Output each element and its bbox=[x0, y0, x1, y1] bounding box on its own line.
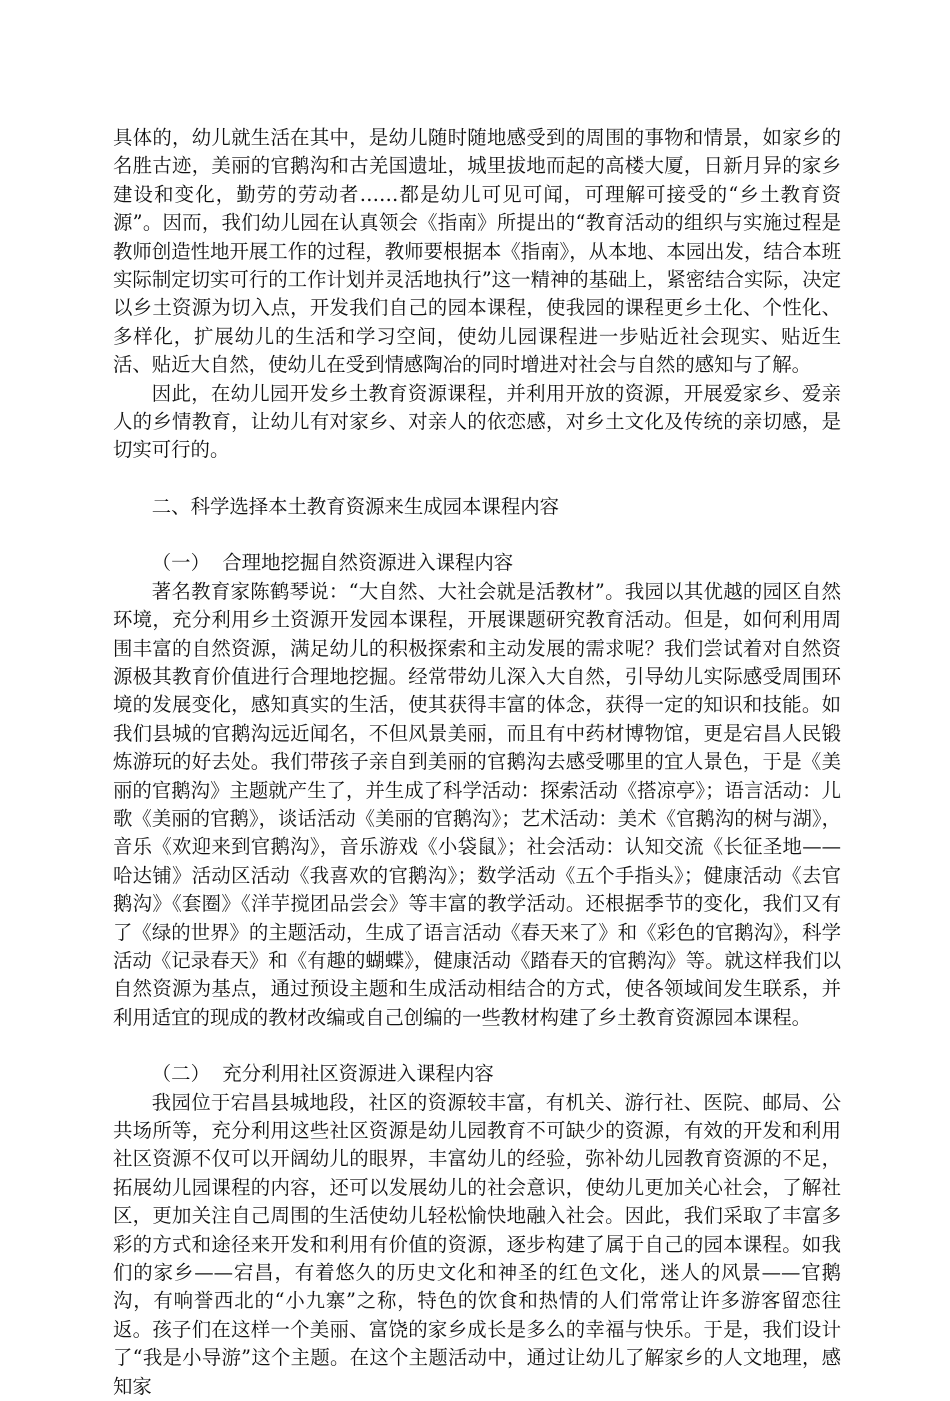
section-spacer bbox=[113, 465, 841, 493]
subsection-1-body: 著名教育家陈鹤琴说：“大自然、大社会就是活教材”。我园以其优越的园区自然环境，充分利用乡土资源开发园本课程，开展课题研究教育活动。但是，如何利用周围丰富的自然资源，满足幼儿的积极探索和主动发展的需求呢？我们尝试着对自然资源极其教育价值进行合理地挖掘。经常带幼儿深入大自然，引导幼儿实际感受周围环境的发展变化，感知真实的生活，使其获得丰富的体念，获得一定的知识和技能。如我们县城的官鹅沟远近闻名，不但风景美丽，而且有中药材博物馆，更是宕昌人民锻炼游玩的好去处。我们带孩子亲自到美丽的官鹅沟去感受哪里的宜人景色，于是《美丽的官鹅沟》主题就产生了，并生成了科学活动：探索活动《搭凉亭》；语言活动：儿歌《美丽的官鹅》，谈话活动《美丽的官鹅沟》；艺术活动：美术《官鹅沟的树与湖》，音乐《欢迎来到官鹅沟》，音乐游戏《小袋鼠》；社会活动：认知交流《长征圣地——哈达铺》活动区活动《我喜欢的官鹅沟》；数学活动《五个手指头》；健康活动《去官鹅沟》《套圈》《洋芋搅团品尝会》等丰富的教学活动。还根据季节的变化，我们又有了《绿的世界》的主题活动，生成了语言活动《春天来了》和《彩色的官鹅沟》，科学活动《记录春天》和《有趣的蝴蝶》，健康活动《踏春天的官鹅沟》等。就这样我们以自然资源为基点，通过预设主题和生成活动相结合的方式，使各领域间发生联系，并利用适宜的现成的教材改编或自己创编的一些教材构建了乡土教育资源园本课程。 bbox=[113, 579, 841, 1029]
paragraph-1: 具体的，幼儿就生活在其中，是幼儿随时随地感受到的周围的事物和情景，如家乡的名胜古迹，美丽的官鹅沟和古羌国遗址，城里拔地而起的高楼大厦，日新月异的家乡建设和变化，勤劳的劳动者……都是幼儿可见可闻，可理解可接受的“乡土教育资源”。因而，我们幼儿园在认真领会《指南》所提出的“教育活动的组织与实施过程是教师创造性地开展工作的过程，教师要根据本《指南》，从本地、本园出发，结合本班实际制定切实可行的工作计划并灵活地执行”这一精神的基础上，紧密结合实际，决定以乡土资源为切入点，开发我们自己的园本课程，使我园的课程更乡土化、个性化、多样化，扩展幼儿的生活和学习空间，使幼儿园课程进一步贴近社会现实、贴近生活、贴近大自然，使幼儿在受到情感陶冶的同时增进对社会与自然的感知与了解。 bbox=[113, 126, 841, 377]
document-body bbox=[113, 124, 841, 1401]
subsection-1-heading: （一） 合理地挖掘自然资源进入课程内容 bbox=[151, 551, 514, 575]
subsection-2-heading: （二） 充分利用社区资源进入课程内容 bbox=[151, 1062, 494, 1086]
subsection-2-body: 我园位于宕昌县城地段，社区的资源较丰富，有机关、游行社、医院、邮局、公共场所等，充分利用这些社区资源是幼儿园教育不可缺少的资源，有效的开发和利用社区资源不仅可以开阔幼儿的眼界，丰富幼儿的经验，弥补幼儿园教育资源的不足，拓展幼儿园课程的内容，还可以发展幼儿的社会意识，使幼儿更加关心社会，了解社区，更加关注自己周围的生活使幼儿轻松愉快地融入社会。因此，我们采取了丰富多彩的方式和途径来开发和利用有价值的资源，逐步构建了属于自己的园本课程。如我们的家乡——宕昌，有着悠久的历史文化和神圣的红色文化，迷人的风景——官鹅沟，有响誉西北的“小九寨”之称，特色的饮食和热情的人们常常让许多游客留恋往返。孩子们在这样一个美丽、富饶的家乡成长是多么的幸福与快乐。于是，我们设计了“我是小导游”这个主题。在这个主题活动中，通过让幼儿了解家乡的人文地理，感知家 bbox=[113, 1090, 841, 1398]
section-heading: 二、科学选择本土教育资源来生成园本课程内容 bbox=[151, 494, 559, 518]
section-spacer bbox=[113, 1032, 841, 1060]
section-spacer bbox=[113, 521, 841, 549]
paragraph-2: 因此，在幼儿园开发乡土教育资源课程，并利用开放的资源，开展爱家乡、爱亲人的乡情教育，让幼儿有对家乡、对亲人的依恋感，对乡土文化及传统的亲切感，是切实可行的。 bbox=[113, 381, 841, 462]
